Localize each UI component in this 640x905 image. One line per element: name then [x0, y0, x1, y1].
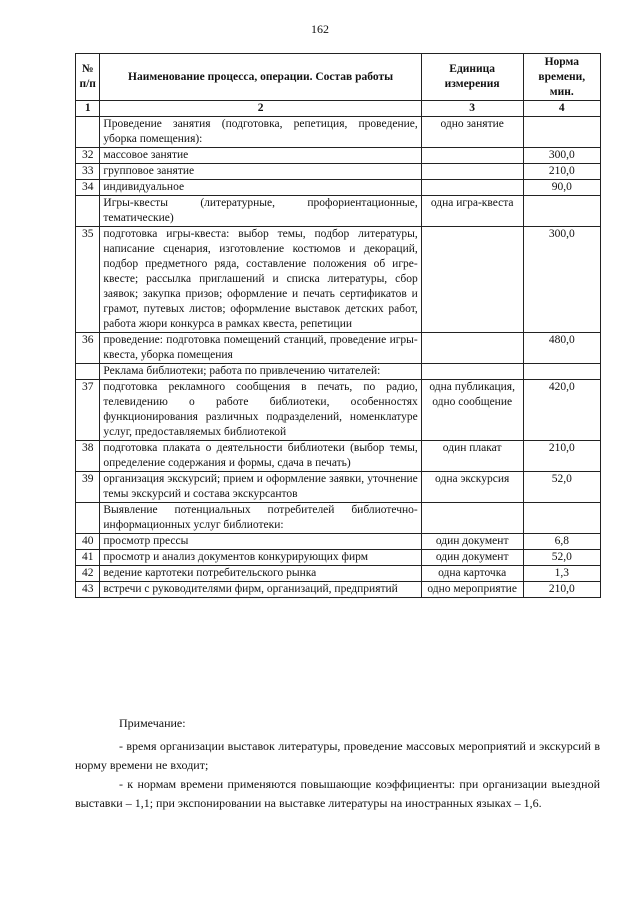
row-number: [76, 117, 100, 148]
row-name: групповое занятие: [100, 164, 421, 180]
row-unit: один документ: [421, 534, 523, 550]
note: [75, 714, 600, 813]
row-number: 42: [76, 566, 100, 582]
norms-table: [75, 53, 601, 598]
row-name: ведение картотеки потребительского рынка: [100, 566, 421, 582]
row-number: 38: [76, 441, 100, 472]
row-norm: 52,0: [523, 550, 600, 566]
row-name: просмотр прессы: [100, 534, 421, 550]
column-number: 4: [523, 101, 600, 117]
row-norm: [523, 503, 600, 534]
header-norm: Норма времени, мин.: [523, 54, 600, 101]
row-unit: [421, 227, 523, 333]
row-norm: 1,3: [523, 566, 600, 582]
row-name: индивидуальное: [100, 180, 421, 196]
table-row: [76, 196, 601, 227]
row-norm: 6,8: [523, 534, 600, 550]
row-unit: одно мероприятие: [421, 582, 523, 598]
row-norm: 52,0: [523, 472, 600, 503]
header-name: Наименование процесса, операции. Состав работы: [100, 54, 421, 101]
row-unit: одно занятие: [421, 117, 523, 148]
row-unit: один документ: [421, 550, 523, 566]
table-row: [76, 534, 601, 550]
row-number: 37: [76, 380, 100, 441]
table-row: [76, 180, 601, 196]
row-name: подготовка плаката о деятельности библиотеки (выбор темы, определение содержания и формы, сдача в печать): [100, 441, 421, 472]
row-unit: [421, 503, 523, 534]
row-number: 40: [76, 534, 100, 550]
row-name: Проведение занятия (подготовка, репетиция, проведение, уборка помещения):: [100, 117, 421, 148]
table-row: [76, 148, 601, 164]
header-unit: Единица измерения: [421, 54, 523, 101]
row-unit: одна карточка: [421, 566, 523, 582]
row-name: организация экскурсий; прием и оформление заявки, уточнение темы экскурсий и состава экскурсантов: [100, 472, 421, 503]
row-name: подготовка игры-квеста: выбор темы, подбор литературы, написание сценария, изготовление костюмов и декораций, подбор предметного ряда, составление положения об игре-квесте; рассылка приглашений и списка литературы, сбор заявок; закупка призов; оформление и печать сертификатов и грамот, путевых листов; оформление выставок детских работ, работа жюри конкурса в рамках квеста, репетиции: [100, 227, 421, 333]
row-number: 33: [76, 164, 100, 180]
row-number: 39: [76, 472, 100, 503]
row-unit: [421, 180, 523, 196]
row-norm: 210,0: [523, 582, 600, 598]
note-title: Примечание:: [119, 716, 186, 730]
row-norm: [523, 364, 600, 380]
row-number: 43: [76, 582, 100, 598]
table-row: [76, 364, 601, 380]
row-unit: один плакат: [421, 441, 523, 472]
header-num: № п/п: [76, 54, 100, 101]
row-unit: [421, 164, 523, 180]
table-header-row: [76, 54, 601, 101]
row-name: Реклама библиотеки; работа по привлечению читателей:: [100, 364, 421, 380]
table-row: [76, 164, 601, 180]
table-row: [76, 472, 601, 503]
row-number: 35: [76, 227, 100, 333]
table-row: [76, 550, 601, 566]
table-row: [76, 117, 601, 148]
row-name: проведение: подготовка помещений станций, проведение игры-квеста, уборка помещения: [100, 333, 421, 364]
table-row: [76, 227, 601, 333]
note-item: - к нормам времени применяются повышающие коэффициенты: при организации выездной выставки – 1,1; при экспонировании на выставке литературы на иностранных языках – 1,6.: [75, 777, 600, 810]
column-number: 1: [76, 101, 100, 117]
row-unit: [421, 333, 523, 364]
table-row: [76, 333, 601, 364]
row-name: массовое занятие: [100, 148, 421, 164]
row-name: просмотр и анализ документов конкурирующих фирм: [100, 550, 421, 566]
row-number: [76, 196, 100, 227]
row-norm: 90,0: [523, 180, 600, 196]
row-norm: [523, 196, 600, 227]
row-number: 41: [76, 550, 100, 566]
row-number: 36: [76, 333, 100, 364]
row-norm: 300,0: [523, 227, 600, 333]
row-unit: одна публикация, одно сообщение: [421, 380, 523, 441]
row-name: Игры-квесты (литературные, профориентационные, тематические): [100, 196, 421, 227]
page-number: 162: [311, 22, 329, 36]
column-numbers-row: [76, 101, 601, 117]
row-unit: [421, 148, 523, 164]
row-norm: 420,0: [523, 380, 600, 441]
row-norm: 300,0: [523, 148, 600, 164]
row-unit: [421, 364, 523, 380]
row-number: 34: [76, 180, 100, 196]
row-name: подготовка рекламного сообщения в печать, по радио, телевидению о работе библиотеки, особенностях функционирования различных подразделений, номенклатуре услуг, предоставляемых библиотекой: [100, 380, 421, 441]
table-row: [76, 441, 601, 472]
row-norm: 210,0: [523, 164, 600, 180]
table-row: [76, 380, 601, 441]
note-item: - время организации выставок литературы, проведение массовых мероприятий и экскурсий в норму времени не входит;: [75, 739, 600, 772]
column-number: 3: [421, 101, 523, 117]
row-name: Выявление потенциальных потребителей библиотечно-информационных услуг библиотеки:: [100, 503, 421, 534]
row-name: встречи с руководителями фирм, организаций, предприятий: [100, 582, 421, 598]
table-row: [76, 582, 601, 598]
row-norm: 480,0: [523, 333, 600, 364]
row-unit: одна экскурсия: [421, 472, 523, 503]
table-row: [76, 566, 601, 582]
row-number: 32: [76, 148, 100, 164]
column-number: 2: [100, 101, 421, 117]
row-number: [76, 503, 100, 534]
row-norm: [523, 117, 600, 148]
table-row: [76, 503, 601, 534]
row-norm: 210,0: [523, 441, 600, 472]
row-unit: одна игра-квеста: [421, 196, 523, 227]
row-number: [76, 364, 100, 380]
